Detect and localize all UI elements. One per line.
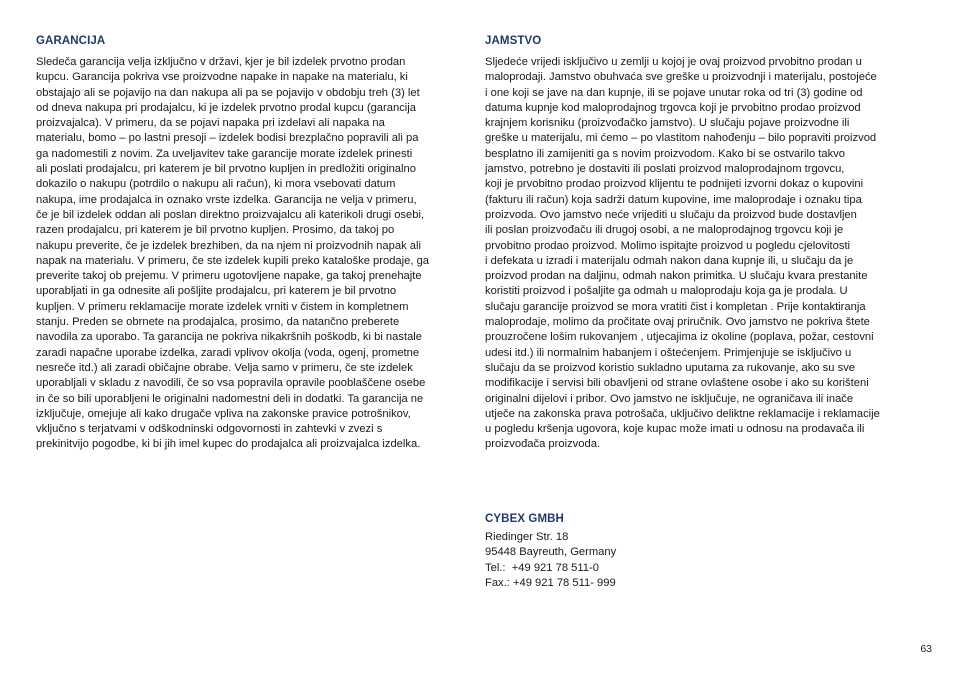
garancija-text	[36, 55, 472, 453]
company-name: CYBEX GMBH	[485, 513, 564, 525]
text-line: in če so bili uporabljeni le originalni nadomestni deli in dodatki. Ta garancija ne	[36, 392, 424, 405]
company-tel: Tel.: +49 921 78 511-0	[485, 561, 599, 574]
text-line: razen prodajalcu, pri katerem je bil prvotno kupljen. Prosimo, da takoj po	[36, 224, 395, 237]
text-line: ga nadomestili z novim. Za uveljavitev take garancije morate izdelek prinesti	[36, 147, 413, 160]
text-line: ali poslati prodajalcu, pri katerem je bil prvotno kupljen in predložiti originalno	[36, 163, 416, 176]
text-line: Sledeča garancija velja izključno v državi, kjer je bil izdelek prvotno prodan	[36, 56, 406, 68]
text-line: besplatno ili zamijeniti ga s novim proizvodom. Kako bi se ostvarilo takvo	[485, 147, 846, 160]
text-line: prvobitno prodao proizvod. Molimo ispitajte proizvod u pogledu cjelovitosti	[485, 239, 851, 252]
text-line: nakupu preverite, če je izdelek brezhiben, da na njem ni proizvodnih napak ali	[36, 239, 421, 252]
text-line: materialu, bomo – po lastni presoji – izdelek bodisi brezplačno popravili ali pa	[36, 132, 419, 145]
text-line: obstajajo ali se pojavijo na dan nakupa ali pa se pojavijo v obdobju treh (3) let	[36, 86, 420, 99]
text-line: če je bil izdelek oddan ali poslan direktno proizvajalcu ali katerikoli drugi osebi,	[36, 208, 425, 221]
text-line: jamstvo, potrebno je dostaviti ili poslati proizvod maloprodajnom trgovcu,	[485, 163, 845, 176]
text-line: prekinitvijo pogodbe, ki bi jih imel kupec do prodajalca ali proizvajalca izdelka.	[36, 438, 421, 451]
text-line: utječe na zakonska prava potrošača, uključivo deliktne reklamacije i reklamacije	[485, 407, 880, 420]
text-line: od dneva nakupa pri prodajalcu, ki je izdelek prvotno prodal kupcu (garancija	[36, 101, 416, 114]
text-line: napak na materialu. V primeru, če ste izdelek kupili preko kataloške prodaje, ga	[36, 254, 430, 267]
text-line: maloprodaji. Jamstvo obuhvaća sve greške u proizvodnji i materijalu, postojeće	[485, 71, 877, 84]
text-line: proizvajalca). V primeru, da se pojavi napaka pri izdelavi ali napaka na	[36, 117, 385, 130]
text-line: originalni dijelovi i pribor. Ovo jamstvo ne isključuje, ne ograničava ili inače	[485, 392, 854, 405]
text-line: udesi itd.) ili normalnim habanjem i oštećenjem. Primjenjuje se isključivo u	[485, 346, 852, 359]
text-line: (fakturu ili račun) koja sadrži datum kupovine, ime maloprodaje i oznaku tipa	[485, 193, 862, 206]
text-line: koristiti proizvod i pošaljite ga odmah u maloprodaju koja ga je prodala. U	[485, 285, 848, 298]
jamstvo-section	[485, 35, 921, 453]
company-address-block	[485, 513, 616, 591]
garancija-heading: GARANCIJA	[36, 35, 106, 47]
text-line: kupcu. Garancija pokriva vse proizvodne napake in napake na materialu, ki	[36, 71, 408, 84]
text-line: greške u materijalu, mi ćemo – po vlastitom nahođenju – bilo popraviti proizvod	[485, 132, 877, 145]
text-line: uporabljali v skladu z navodili, če so vsa popravila opravile pooblaščene osebe	[36, 377, 426, 390]
company-street: Riedinger Str. 18	[485, 531, 569, 543]
text-line: prouzročene lošim rukovanjem , utjecajima iz okoline (poplava, požar, cestovni	[485, 331, 874, 344]
text-line: Sljedeće vrijedi isključivo u zemlji u kojoj je ovaj proizvod prvobitno prodan u	[485, 56, 862, 68]
text-line: u pogledu kršenja ugovora, koje kupac može imati u odnosu na prodavača ili	[485, 423, 865, 436]
text-line: navodila za uporabo. Ta garancija ne pokriva nikakršnih poškodb, ki bi nastale	[36, 331, 422, 344]
text-line: proizvođača proizvoda.	[485, 438, 601, 451]
text-line: maloprodaje, molimo da pročitate ovaj priručnik. Ovo jamstvo ne pokriva štete	[485, 316, 870, 329]
text-line: i defekata u izradi i materijalu odmah nakon dana kupnje ili, u slučaju da je	[485, 254, 854, 267]
text-line: ili poslan proizvođaču ili drugoj osobi, a ne maloprodajnog trgovcu koji je	[485, 224, 844, 237]
text-line: preverite takoj ob prejemu. V primeru ugotovljene napake, ga takoj prenehajte	[36, 270, 422, 283]
text-line: zaradi napačne uporabe izdelka, zaradi vplivov okolja (voda, ogenj, prometne	[36, 346, 420, 359]
text-line: modifikacije i servisi bili obavljeni od strane ovlaštene osobe i ako su korišteni	[485, 377, 869, 390]
text-line: izključuje, omejuje ali kako drugače vpliva na zakonske pravice potrošnikov,	[36, 407, 411, 420]
text-line: krajnjem korisniku (proizvođačko jamstvo). U slučaju pojave proizvodne ili	[485, 117, 850, 130]
text-line: uporabljati in ga odnesite ali pošljite prodajalcu, pri katerem je bil prvotno	[36, 285, 397, 298]
text-line: nakupa, ime prodajalca in oznako vrste izdelka. Garancija ne velja v primeru,	[36, 193, 417, 206]
text-line: kupljen. V primeru reklamacije morate izdelek vrniti v čistem in kompletnem	[36, 300, 409, 313]
text-line: slučaju garancije proizvod se mora vratiti čist i kompletan . Prije kontaktiranja	[485, 300, 866, 313]
page-number: 63	[920, 643, 932, 655]
text-line: slučaju da se proizvod koristio sukladno uputama za rukovanje, ako su sve	[485, 361, 856, 374]
text-line: nesreče itd.) ali zaradi običajne obrabe. Velja samo v primeru, če ste izdelek	[36, 361, 413, 374]
jamstvo-text	[485, 55, 921, 453]
garancija-section	[36, 35, 472, 453]
text-line: dokazilo o nakupu (potrdilo o nakupu ali račun), ki mora vsebovati datum	[36, 178, 396, 191]
company-fax: Fax.: +49 921 78 511- 999	[485, 576, 616, 589]
jamstvo-heading: JAMSTVO	[485, 35, 542, 47]
text-line: i one koji se jave na dan kupnje, ili se pojave unutar roka od tri (3) godine od	[485, 86, 863, 99]
company-city: 95448 Bayreuth, Germany	[485, 546, 617, 559]
text-line: koji je prvobitno prodao proizvod klijentu te podnijeti izvorni dokaz o kupovini	[485, 178, 864, 191]
text-line: vključno s terjatvami v odškodninski odgovornosti in zahtevki v zvezi s	[36, 423, 383, 436]
text-line: proizvod prodan na daljinu, odmah nakon primitka. U slučaju kvara prestanite	[485, 270, 868, 283]
text-line: proizvoda. Ovo jamstvo neće vrijediti u slučaju da proizvod bude dostavljen	[485, 208, 857, 221]
text-line: stanju. Preden se obrnete na prodajalca, prosimo, da natančno preberete	[36, 316, 400, 329]
text-line: datuma kupnje kod maloprodajnog trgovca koji je prvobitno prodao proizvod	[485, 101, 861, 114]
